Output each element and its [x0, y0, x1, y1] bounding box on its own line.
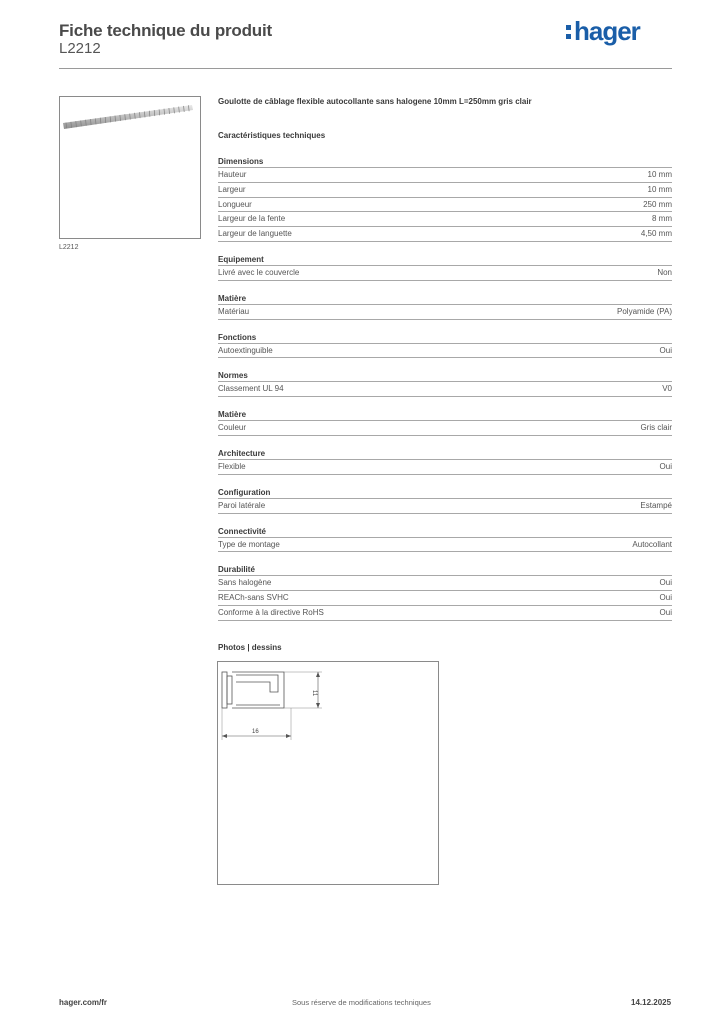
spec-label: REACh-sans SVHC — [218, 593, 289, 603]
spec-value: Gris clair — [640, 423, 672, 433]
spec-label: Longueur — [218, 199, 252, 209]
profile-drawing — [218, 662, 438, 884]
section-title: Equipement — [218, 254, 264, 264]
logo-text: hager — [574, 16, 640, 46]
spec-row — [218, 226, 672, 242]
spec-section — [218, 564, 672, 620]
spec-value: Estampé — [640, 500, 672, 510]
spec-label: Classement UL 94 — [218, 384, 284, 394]
spec-label: Couleur — [218, 423, 247, 433]
spec-section — [218, 487, 672, 514]
spec-row — [218, 265, 672, 281]
spec-label: Largeur de la fente — [218, 214, 286, 224]
footer-date: 14.12.2025 — [631, 998, 672, 1007]
header-divider — [59, 68, 672, 69]
dim-width-label: 16 — [252, 729, 259, 735]
spec-section — [218, 156, 672, 242]
spec-label: Largeur de languette — [218, 229, 292, 239]
spec-label: Livré avec le couvercle — [218, 267, 300, 277]
spec-value: 4,50 mm — [640, 229, 672, 239]
spec-value: 10 mm — [647, 184, 672, 194]
spec-value: V0 — [662, 384, 672, 394]
section-title: Fonctions — [218, 332, 257, 342]
spec-section — [218, 370, 672, 397]
section-title: Durabilité — [218, 565, 255, 575]
page-title: Fiche technique du produit — [59, 21, 272, 40]
spec-label: Paroi latérale — [218, 500, 266, 510]
spec-row — [218, 182, 672, 197]
section-title: Connectivité — [218, 526, 267, 536]
section-title: Normes — [218, 371, 248, 381]
product-photo — [59, 96, 201, 239]
spec-row — [218, 537, 672, 553]
spec-row — [218, 197, 672, 212]
spec-value: Oui — [659, 607, 672, 617]
spec-label: Sans halogène — [218, 578, 272, 588]
spec-value: 8 mm — [652, 214, 672, 224]
product-description: Goulotte de câblage flexible autocollante sans halogene 10mm L=250mm gris clair — [218, 97, 532, 106]
spec-row — [218, 167, 672, 182]
spec-row — [218, 459, 672, 475]
spec-section — [218, 332, 672, 359]
spec-row — [218, 381, 672, 397]
spec-row — [218, 590, 672, 605]
spec-value: Oui — [659, 461, 672, 471]
dim-height-label: 11 — [311, 690, 317, 697]
product-reference: L2212 — [59, 40, 101, 57]
spec-section — [218, 448, 672, 475]
spec-value: Oui — [659, 578, 672, 588]
spec-row — [218, 420, 672, 436]
section-title: Matière — [218, 293, 247, 303]
spec-label: Type de montage — [218, 539, 280, 549]
section-title: Matière — [218, 410, 247, 420]
tech-characteristics-heading: Caractéristiques techniques — [218, 131, 326, 140]
spec-label: Autoextinguible — [218, 345, 273, 355]
spec-label: Largeur — [218, 184, 246, 194]
spec-section — [218, 293, 672, 320]
footer-disclaimer: Sous réserve de modifications techniques — [292, 998, 431, 1007]
spec-label: Conforme à la directive RoHS — [218, 607, 324, 617]
spec-value: 250 mm — [643, 199, 672, 209]
footer-website[interactable]: hager.com/fr — [59, 998, 108, 1007]
hager-logo — [566, 16, 640, 46]
photo-caption: L2212 — [59, 244, 79, 251]
spec-row — [218, 304, 672, 320]
spec-row — [218, 343, 672, 359]
spec-value: Oui — [659, 345, 672, 355]
spec-value: Oui — [659, 593, 672, 603]
spec-label: Flexible — [218, 461, 246, 471]
spec-row — [218, 211, 672, 226]
spec-sections — [218, 156, 672, 633]
spec-label: Hauteur — [218, 170, 247, 179]
section-title: Architecture — [218, 448, 266, 458]
section-title: Configuration — [218, 487, 271, 497]
spec-row — [218, 575, 672, 590]
technical-drawing — [217, 661, 439, 885]
spec-section — [218, 254, 672, 281]
spec-label: Matériau — [218, 306, 250, 316]
section-title: Dimensions — [218, 157, 264, 166]
spec-value: Non — [657, 267, 672, 277]
spec-row — [218, 605, 672, 621]
cable-duct-image — [60, 97, 200, 238]
spec-section — [218, 409, 672, 436]
spec-value: 10 mm — [647, 170, 672, 179]
spec-value: Polyamide (PA) — [617, 306, 672, 316]
spec-section — [218, 526, 672, 553]
spec-value: Autocollant — [632, 539, 672, 549]
logo-dots-icon — [566, 21, 571, 41]
photos-heading: Photos | dessins — [218, 643, 282, 652]
spec-row — [218, 498, 672, 514]
